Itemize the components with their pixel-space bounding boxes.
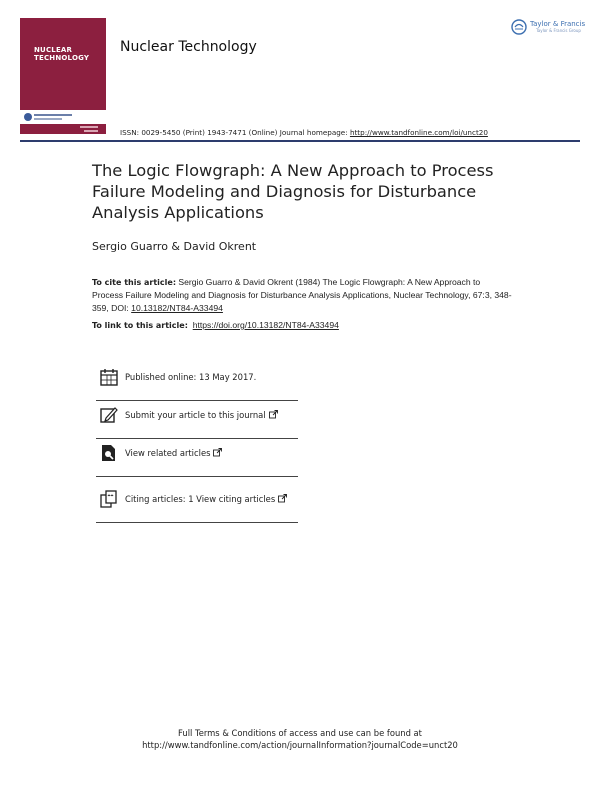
footer-terms-link[interactable]: http://www.tandfonline.com/action/journalInformation?journalCode=unct20 — [142, 740, 458, 750]
link-line — [92, 320, 339, 330]
journal-name[interactable]: Nuclear Technology — [120, 39, 257, 55]
related-articles-row[interactable] — [96, 438, 298, 477]
cite-text: Sergio Guarro & David Okrent (1984) The Logic Flowgraph: A New Approach to Process Failure Modeling and Diagnosis for Disturbance Analysis Applications, Nuclear Technology, 67:3, 348-359, DOI: — [92, 277, 512, 313]
header-divider — [20, 140, 580, 142]
published-online-row — [96, 362, 298, 401]
related-articles-link[interactable]: View related articles — [125, 448, 222, 458]
publisher-sub: Taylor & Francis Group — [536, 28, 581, 33]
cover-society-logo-icon — [24, 113, 32, 121]
submit-article-row[interactable] — [96, 400, 298, 439]
calendar-icon — [100, 368, 118, 386]
journal-cover — [20, 18, 106, 134]
issn-line — [120, 128, 488, 137]
submit-icon — [100, 406, 118, 424]
citing-articles-link[interactable]: Citing articles: 1 View citing articles — [125, 494, 287, 504]
published-online-text: Published online: 13 May 2017. — [125, 372, 257, 382]
doi-link[interactable]: 10.13182/NT84-A33494 — [131, 302, 223, 313]
cover-title: NUCLEAR TECHNOLOGY — [34, 46, 90, 62]
external-link-icon — [278, 494, 287, 503]
external-link-icon — [213, 448, 222, 457]
footer-line-1: Full Terms & Conditions of access and use can be found at — [178, 728, 422, 738]
article-authors: Sergio Guarro & David Okrent — [92, 240, 257, 253]
article-title: The Logic Flowgraph: A New Approach to Process Failure Modeling and Diagnosis for Disturbance Analysis Applications — [92, 161, 494, 222]
journal-homepage-link[interactable]: http://www.tandfonline.com/loi/unct20 — [349, 128, 488, 137]
link-label: To link to this article: — [92, 321, 188, 330]
citation-block — [92, 276, 512, 314]
publisher-name: Taylor & Francis — [530, 20, 586, 28]
related-articles-icon — [100, 444, 118, 462]
cite-label: To cite this article: — [92, 278, 177, 287]
external-link-icon — [269, 410, 278, 419]
cover-publisher-band — [20, 110, 106, 124]
issn-text: ISSN: 0029-5450 (Print) 1943-7471 (Online) Journal homepage: — [120, 128, 350, 137]
citing-articles-icon — [100, 490, 118, 508]
citing-articles-row[interactable] — [96, 484, 298, 523]
footer-terms — [0, 727, 600, 751]
submit-article-link[interactable]: Submit your article to this journal — [125, 410, 278, 420]
article-doi-url-link[interactable]: https://doi.org/10.13182/NT84-A33494 — [192, 320, 339, 330]
